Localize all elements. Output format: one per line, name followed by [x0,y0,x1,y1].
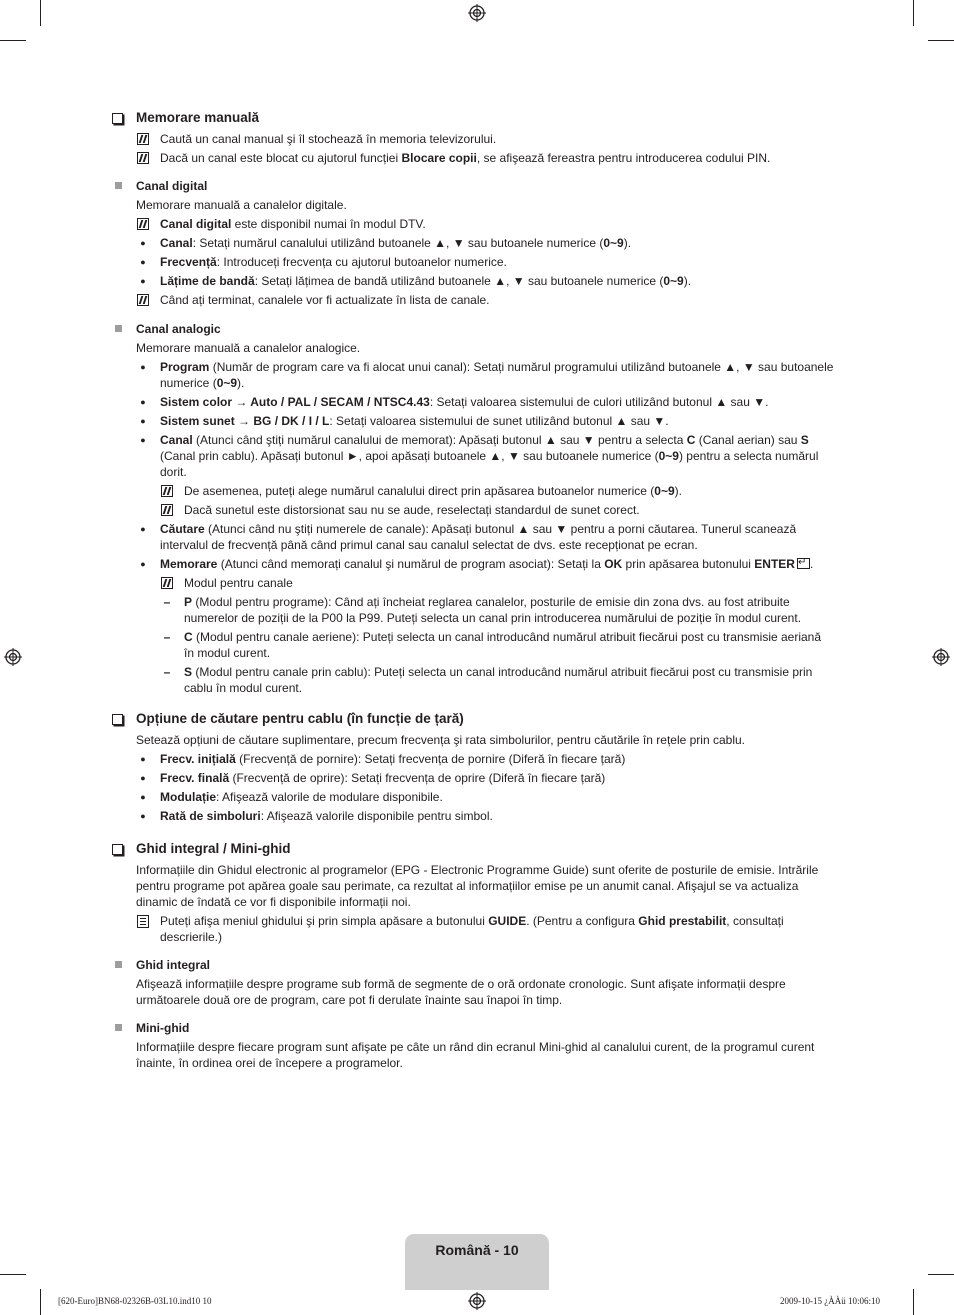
bullet-item: ● Memorare (Atunci când memorați canalul şi numărul de program asociat): Setați la OK prin apăsarea butonului ENTER↵ . [136,556,834,572]
crop-mark [40,1289,41,1315]
memo-icon [137,915,149,928]
section-title-text: Opțiune de căutare pentru cablu (în funcție de țară) [136,711,464,726]
bullet-item: ● Lățime de bandă: Setați lățimea de bandă utilizând butoanele ▲, ▼ sau butoanele numerice (0~9). [136,273,834,289]
print-slug-right: 2009-10-15 ¿ÀÀü 10:06:10 [780,1296,880,1306]
crop-mark [40,0,41,26]
subsection-title: Mini-ghid [136,1020,834,1036]
subsection-ghid-integral [136,957,834,1008]
section-ghid-integral-mini-ghid [112,840,834,1071]
bullet-item: ● Sistem sunet → BG / DK / I / L: Setați valoarea sistemului de sunet utilizând butonul ▲ sau ▼. [136,413,834,429]
bullet-dot: ● [140,362,146,372]
bullet-dot: ● [140,792,146,802]
memo-row [136,913,834,945]
checkbox-icon [112,844,123,855]
note-text: Când ați terminat, canalele vor fi actualizate în lista de canale. [160,293,490,307]
crop-mark [913,1289,914,1315]
section-optiune-cautare-cablu [112,710,834,824]
registration-mark-icon [468,4,486,22]
section-memorare-manuala [112,109,834,696]
dash-marker: – [163,665,171,679]
bullet-item: ● Frecvență: Introduceți frecvența cu ajutorul butoanelor numerice. [136,254,834,270]
note-text: Dacă un canal este blocat cu ajutorul funcției Blocare copii, se afişează fereastra pentru introducerea codului PIN. [160,151,771,165]
section-title [136,710,834,728]
mode-item: – P (Modul pentru programe): Când ați încheiat reglarea canalelor, posturile de emisie din zona dvs. au fost atribuite numerelor de poziții de la P00 la P99. Puteți selecta un canal prin introducerea numărului de poziție în modul curent. [160,594,834,626]
note-row [136,292,834,308]
crop-mark [913,0,914,26]
section-title [136,109,834,127]
registration-mark-icon [932,648,950,666]
crop-mark [928,40,954,41]
mode-item: – S (Modul pentru canale prin cablu): Puteți selecta un canal introducând numărul atribuit fiecărui post cu transmisie prin cablu în modul curent. [160,664,834,696]
bullet-item: ● Căutare (Atunci când nu ştiți numerele de canale): Apăsați butonul ▲ sau ▼ pentru a porni căutarea. Tunerul scanează intervalul de frecvență până când primul canal sau canalul selectat de dvs. este recepționat pe ecran. [136,521,834,553]
enter-icon [797,558,810,569]
bullet-item: ● Canal: Setați numărul canalului utilizând butoanele ▲, ▼ sau butoanele numerice (0~9). [136,235,834,251]
checkbox-icon [112,714,123,725]
subsection-canal-digital [136,178,834,308]
square-bullet-icon [115,961,122,968]
section-title [136,840,834,858]
subsection-mini-ghid [136,1020,834,1071]
subsection-title: Canal digital [136,178,834,194]
bullet-item: ● Frecv. finală (Frecvență de oprire): Setați frecvența de oprire (Diferă în fiecare țară) [136,770,834,786]
subsection-intro: Memorare manuală a canalelor analogice. [136,341,361,355]
page-content [112,109,834,1074]
subsection-title: Ghid integral [136,957,834,973]
bullet-item: ● Sistem color → Auto / PAL / SECAM / NTSC4.43: Setați valoarea sistemului de culori utilizând butonul ▲ sau ▼. [136,394,834,410]
registration-mark-icon [4,648,22,666]
note-text: Canal digital este disponibil numai în modul DTV. [160,217,426,231]
bullet-dot: ● [140,397,146,407]
print-slug-left: [620-Euro]BN68-02326B-03L10.ind10 10 [58,1296,212,1306]
dash-marker: – [163,630,171,644]
bullet-dot: ● [140,435,146,445]
section-intro: Setează opțiuni de căutare suplimentare, precum frecvența şi rata simbolurilor, pentru căutările în rețele prin cablu. [136,733,745,747]
section-title-text: Ghid integral / Mini-ghid [136,841,291,856]
bullet-dot: ● [140,238,146,248]
bullet-item: ● Canal (Atunci când ştiți numărul canalului de memorat): Apăsați butonul ▲ sau ▼ pentru a selecta C (Canal aerian) sau S (Canal prin cablu). Apăsați butonul ►, apoi apăsați butoanele ▲, ▼ sau butoanele numerice (0~9) pentru a selecta numărul dorit. [136,432,834,480]
subsection-canal-analogic [136,321,834,696]
crop-mark [0,1274,26,1275]
bullet-dot: ● [140,811,146,821]
note-icon [161,485,173,497]
memo-text: Puteți afişa meniul ghidului şi prin simpla apăsare a butonului GUIDE. (Pentru a configura Ghid prestabilit, consultați descrierile.) [160,914,784,944]
note-row [160,502,834,518]
subsection-intro: Memorare manuală a canalelor digitale. [136,198,347,212]
note-text: De asemenea, puteți alege numărul canalului direct prin apăsarea butoanelor numerice (0~9). [184,484,682,498]
section-intro: Informațiile din Ghidul electronic al programelor (EPG - Electronic Programme Guide) sunt oferite de posturile de emisie. Intrările pentru programe pot apărea goale sau perimate, ca rezultat al informațiilor emise pe un anumit canal. Afişajul se va actualiza dinamic de îndată ce vor fi disponibile informații noi. [136,863,819,909]
bullet-dot: ● [140,416,146,426]
note-icon [161,504,173,516]
subsection-title: Canal analogic [136,321,834,337]
subsection-body: Informațiile despre fiecare program sunt afişate pe câte un rând din ecranul Mini-ghid al canalului curent, de la programul curent înainte, în ordinea orei de începere a programelor. [136,1040,815,1070]
note-row [160,575,834,591]
page-number-label: Română - 10 [435,1242,519,1258]
note-icon [137,152,149,164]
note-row [136,150,834,166]
bullet-dot: ● [140,773,146,783]
bullet-dot: ● [140,257,146,267]
crop-mark [0,40,26,41]
bullet-item: ● Program (Număr de program care va fi alocat unui canal): Setați numărul programului utilizând butoanele ▲, ▼ sau butoanele numerice (0~9). [136,359,834,391]
note-icon [137,133,149,145]
checkbox-icon [112,113,123,124]
square-bullet-icon [115,325,122,332]
note-icon [161,577,173,589]
note-row [136,131,834,147]
note-row [160,483,834,499]
bullet-item: ● Rată de simboluri: Afişează valorile disponibile pentru simbol. [136,808,834,824]
bullet-item: ● Modulație: Afişează valorile de modulare disponibile. [136,789,834,805]
note-row [136,216,834,232]
bullet-dot: ● [140,559,146,569]
section-title-text: Memorare manuală [136,110,260,125]
mode-item: – C (Modul pentru canale aeriene): Puteți selecta un canal introducând numărul atribuit fiecărui post cu transmisie aeriană în modul curent. [160,629,834,661]
note-text: Dacă sunetul este distorsionat sau nu se aude, reselectați standardul de sunet corect. [184,503,640,517]
subsection-body: Afişează informațiile despre programe sub formă de segmente de o oră ordonate cronologic. Sunt afişate informații despre următoarele două ore de program, care pot fi derulate înainte sau înapoi în timp. [136,977,786,1007]
page-number-tab [405,1234,549,1290]
square-bullet-icon [115,182,122,189]
bullet-dot: ● [140,524,146,534]
note-icon [137,294,149,306]
crop-mark [928,1274,954,1275]
dash-marker: – [163,595,171,609]
bullet-dot: ● [140,276,146,286]
bullet-item: ● Frecv. inițială (Frecvență de pornire): Setați frecvența de pornire (Diferă în fiecare țară) [136,751,834,767]
registration-mark-icon [468,1292,486,1310]
square-bullet-icon [115,1024,122,1031]
note-icon [137,218,149,230]
note-text: Modul pentru canale [184,576,293,590]
note-text: Caută un canal manual şi îl stochează în memoria televizorului. [160,132,497,146]
bullet-dot: ● [140,754,146,764]
